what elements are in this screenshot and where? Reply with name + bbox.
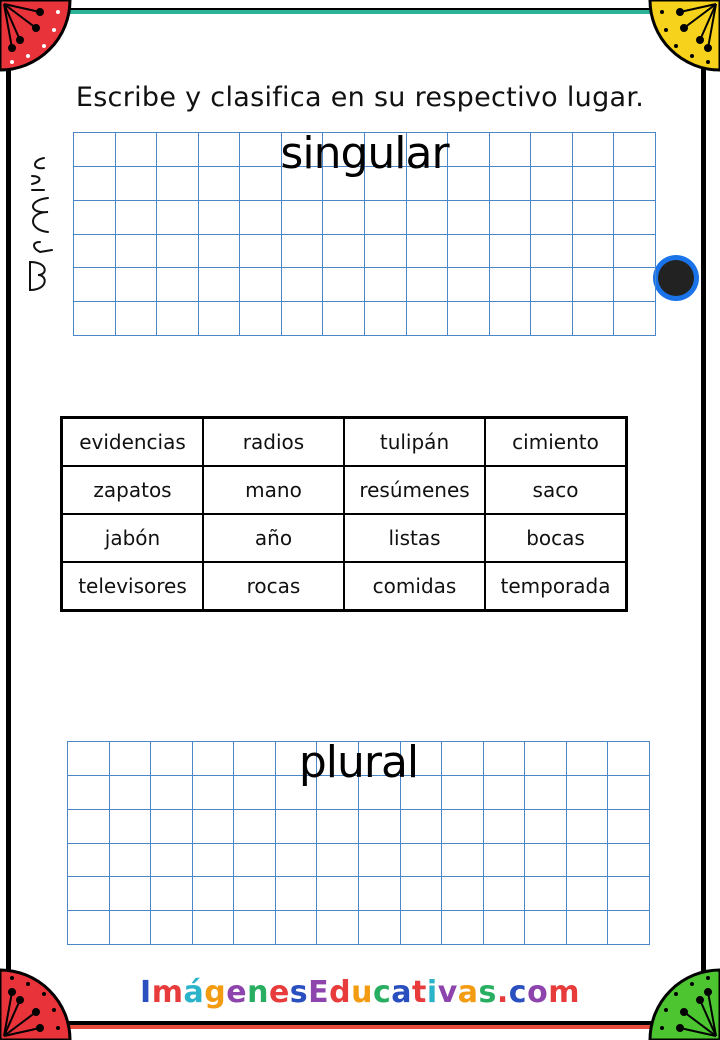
word-cell: evidencias [62,418,204,467]
corner-decoration-top-right [648,0,720,72]
plural-grid [67,737,650,945]
word-cell: jabón [62,514,204,562]
word-cell: temporada [485,562,627,611]
footer-letter: o [527,975,549,1010]
table-row [62,418,627,467]
footer-letter: s [289,975,309,1010]
footer-letter: I [140,975,152,1010]
website-footer [0,975,720,1010]
word-cell: saco [485,466,627,514]
word-cell: listas [344,514,485,562]
footer-letter: E [308,975,330,1010]
footer-letter: n [247,975,269,1010]
footer-letter: m [151,975,184,1010]
footer-letter: . [496,975,509,1010]
word-cell: bocas [485,514,627,562]
word-cell: tulipán [344,418,485,467]
footer-letter: s [478,975,497,1010]
footer-letter: d [329,975,352,1010]
author-logo-badge [653,255,699,301]
word-cell: resúmenes [344,466,485,514]
author-signature [18,150,58,300]
footer-letter: v [437,975,458,1010]
table-row [62,466,627,514]
footer-letter: a [391,975,413,1010]
corner-decoration-top-left [0,0,72,72]
word-cell: mano [203,466,344,514]
footer-letter: c [508,975,528,1010]
word-cell: comidas [344,562,485,611]
word-cell: rocas [203,562,344,611]
singular-title: singular [280,128,449,179]
singular-grid [73,128,656,336]
table-row [62,514,627,562]
footer-letter: á [183,975,205,1010]
plural-title: plural [298,737,419,788]
word-cell: año [203,514,344,562]
word-table [60,416,628,612]
word-cell: zapatos [62,466,204,514]
bottom-accent-bar [60,1025,658,1029]
footer-letter: e [226,975,248,1010]
instruction-text: Escribe y clasifica en su respectivo lugar. [75,82,645,113]
footer-letter: c [373,975,392,1010]
footer-letter: i [426,975,438,1010]
footer-letter: a [457,975,479,1010]
word-cell: radios [203,418,344,467]
footer-letter: m [548,975,580,1010]
word-cell: cimiento [485,418,627,467]
footer-letter: e [268,975,290,1010]
top-accent-bar [60,10,658,14]
footer-letter: g [204,975,227,1010]
word-cell: televisores [62,562,204,611]
footer-letter: t [412,975,427,1010]
footer-letter: u [351,975,373,1010]
table-row [62,562,627,611]
